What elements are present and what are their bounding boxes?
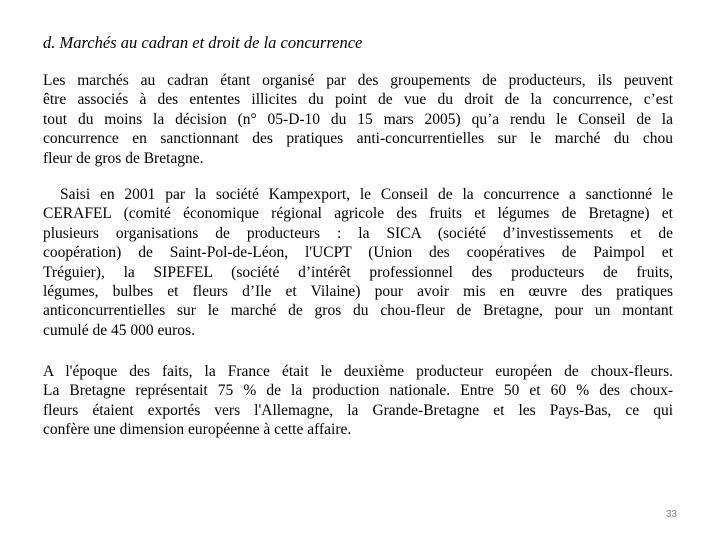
paragraph-line: confère une dimension européenne à cette affaire. [43, 421, 352, 439]
paragraph-context [43, 362, 673, 440]
paragraph-line: tout du moins la décision (n° 05-D-10 du 15 mars 2005) qu’a rendu le Conseil de la [43, 110, 673, 128]
paragraph-conseil-decision [43, 185, 673, 340]
paragraph-line: anticoncurrentielles sur le marché de gros du chou-fleur de Bretagne, pour un montant [43, 302, 673, 320]
paragraph-market-clock-auction [43, 71, 673, 168]
section-heading: d. Marchés au cadran et droit de la concurrence [43, 33, 363, 52]
paragraph-line: CERAFEL (comité économique régional agricole des fruits et légumes de Bretagne) et [43, 205, 673, 223]
paragraph-line: Saisi en 2001 par la société Kampexport, le Conseil de la concurrence a sanctionné le [60, 186, 673, 203]
paragraph-line: légumes, bulbes et fleurs d’Ile et Vilaine) pour avoir mis en œuvre des pratiques [43, 282, 673, 300]
paragraph-line: être associés à des ententes illicites du point de vue du droit de la concurrence, c’est [43, 91, 673, 109]
page-number: 33 [665, 509, 677, 520]
paragraph-line: fleurs étaient exportés vers l'Allemagne, la Grande-Bretagne et les Pays-Bas, ce qui [43, 401, 673, 419]
paragraph-line: Tréguier), la SIPEFEL (société d’intérêt professionnel des producteurs de fruits, [43, 263, 673, 281]
paragraph-line: concurrence en sanctionnant des pratiques anti-concurrentielles sur le marché du chou [43, 130, 673, 148]
paragraph-line: fleur de gros de Bretagne. [43, 149, 204, 167]
paragraph-line: coopération) de Saint-Pol-de-Léon, l'UCPT (Union des coopératives de Paimpol et [43, 244, 673, 262]
paragraph-line: La Bretagne représentait 75 % de la production nationale. Entre 50 et 60 % des choux- [43, 382, 673, 400]
paragraph-line: Les marchés au cadran étant organisé par des groupements de producteurs, ils peuvent [43, 72, 673, 89]
paragraph-line: cumulé de 45 000 euros. [43, 321, 195, 339]
paragraph-line: A l'époque des faits, la France était le deuxième producteur européen de choux-fleurs. [43, 363, 673, 380]
paragraph-line: plusieurs organisations de producteurs : la SICA (société d’investissements et de [43, 224, 673, 242]
